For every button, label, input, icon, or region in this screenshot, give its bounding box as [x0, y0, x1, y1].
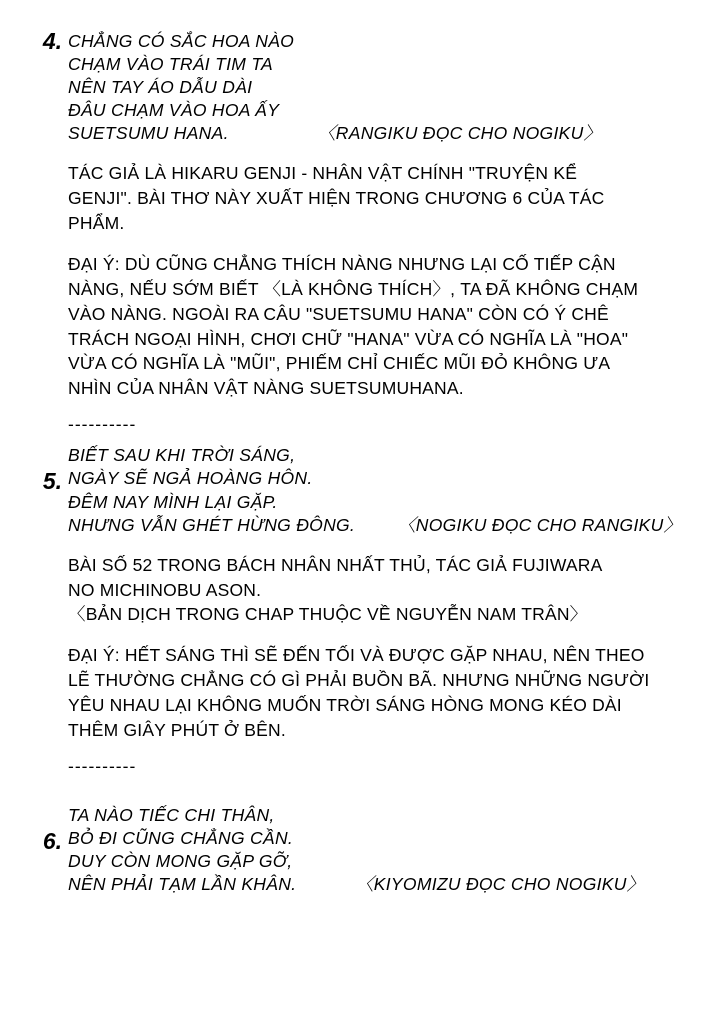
entry-number: 5. — [42, 468, 62, 495]
summary-line: LẼ THƯỜNG CHẲNG CÓ GÌ PHẢI BUỒN BÃ. NHƯNG NHỮNG NGƯỜI — [68, 670, 650, 691]
poem-attribution: 〈RANGIKU ĐỌC CHO NOGIKU〉 — [318, 123, 602, 144]
summary-line: VỪA CÓ NGHĨA LÀ "MŨI", PHIẾM CHỈ CHIẾC MŨI ĐỎ KHÔNG ƯA — [68, 353, 611, 374]
spacer — [22, 786, 680, 804]
entry-body — [68, 804, 680, 896]
summary-line: NÀNG, NẾU SỚM BIẾT 〈LÀ KHÔNG THÍCH〉, TA ĐÃ KHÔNG CHẠM — [68, 278, 639, 299]
poem-line: BỎ ĐI CŨNG CHẲNG CẦN. — [68, 827, 294, 848]
entry-summary — [68, 643, 680, 742]
poem-line: NÊN TAY ÁO DẪU DÀI — [68, 77, 253, 98]
summary-line: TRÁCH NGOẠI HÌNH, CHƠI CHỮ "HANA" VỪA CÓ NGHĨA LÀ "HOA" — [68, 328, 629, 349]
poem-block — [68, 444, 680, 536]
summary-line: ĐẠI Ý: HẾT SÁNG THÌ SẼ ĐẾN TỐI VÀ ĐƯỢC GẶP NHAU, NÊN THEO — [68, 645, 645, 666]
note-line: PHẨM. — [68, 213, 125, 234]
poem-attribution: 〈KIYOMIZU ĐỌC CHO NOGIKU〉 — [356, 874, 645, 895]
entry-summary — [68, 252, 680, 401]
note-line: NO MICHINOBU ASON. — [68, 579, 262, 600]
poem-line: DUY CÒN MONG GẶP GỠ, — [68, 851, 293, 872]
note-line: BÀI SỐ 52 TRONG BÁCH NHÂN NHẤT THỦ, TÁC GIẢ FUJIWARA — [68, 554, 603, 575]
poem-line — [68, 122, 680, 145]
entry-number: 6. — [42, 827, 62, 854]
entry-body — [68, 444, 680, 776]
entry-4 — [22, 30, 680, 434]
poem-line — [68, 514, 680, 537]
note-line: GENJI". BÀI THƠ NÀY XUẤT HIỆN TRONG CHƯƠNG 6 CỦA TÁC — [68, 188, 605, 209]
poem-line: TA NÀO TIẾC CHI THÂN, — [68, 804, 275, 825]
poem-line-text: NÊN PHẢI TẠM LẦN KHÂN. — [68, 874, 297, 895]
poem-line: CHẲNG CÓ SẮC HOA NÀO — [68, 31, 295, 51]
note-line: TÁC GIẢ LÀ HIKARU GENJI - NHÂN VẬT CHÍNH "TRUYỆN KỂ — [68, 163, 578, 184]
poem-line: CHẠM VÀO TRÁI TIM TA — [68, 54, 273, 75]
entry-5 — [22, 444, 680, 776]
entry-6 — [22, 804, 680, 896]
poem-line-text: SUETSUMU HANA. — [68, 123, 229, 144]
section-divider: ---------- — [68, 755, 137, 776]
poem-line: BIẾT SAU KHI TRỜI SÁNG, — [68, 445, 296, 466]
summary-line: ĐẠI Ý: DÙ CŨNG CHẲNG THÍCH NÀNG NHƯNG LẠI CỐ TIẾP CẬN — [68, 254, 616, 274]
note-line: 〈BẢN DỊCH TRONG CHAP THUỘC VỀ NGUYỄN NAM TRÂN〉 — [68, 604, 588, 625]
poem-line-text: NHƯNG VẪN GHÉT HỪNG ĐÔNG. — [68, 514, 356, 535]
poem-line — [68, 873, 680, 896]
summary-line: NHÌN CỦA NHÂN VẬT NÀNG SUETSUMUHANA. — [68, 378, 464, 399]
section-divider: ---------- — [68, 414, 137, 435]
poem-block — [68, 804, 680, 896]
summary-line: VÀO NÀNG. NGOÀI RA CÂU "SUETSUMU HANA" CÒN CÓ Ý CHÊ — [68, 303, 609, 324]
poem-line: NGÀY SẼ NGẢ HOÀNG HÔN. — [68, 468, 313, 489]
summary-line: THÊM GIÂY PHÚT Ở BÊN. — [68, 719, 286, 740]
summary-line: YÊU NHAU LẠI KHÔNG MUỐN TRỜI SÁNG HÒNG MONG KÉO DÀI — [68, 694, 622, 715]
poem-block — [68, 30, 680, 145]
entry-notes — [68, 553, 680, 628]
poem-line: ĐÂU CHẠM VÀO HOA ẤY — [68, 100, 280, 121]
entry-body — [68, 30, 680, 434]
poem-attribution: 〈NOGIKU ĐỌC CHO RANGIKU〉 — [398, 514, 682, 535]
entry-notes — [68, 161, 680, 236]
poem-line: ĐÊM NAY MÌNH LẠI GẶP. — [68, 491, 278, 512]
entry-number: 4. — [42, 28, 62, 54]
